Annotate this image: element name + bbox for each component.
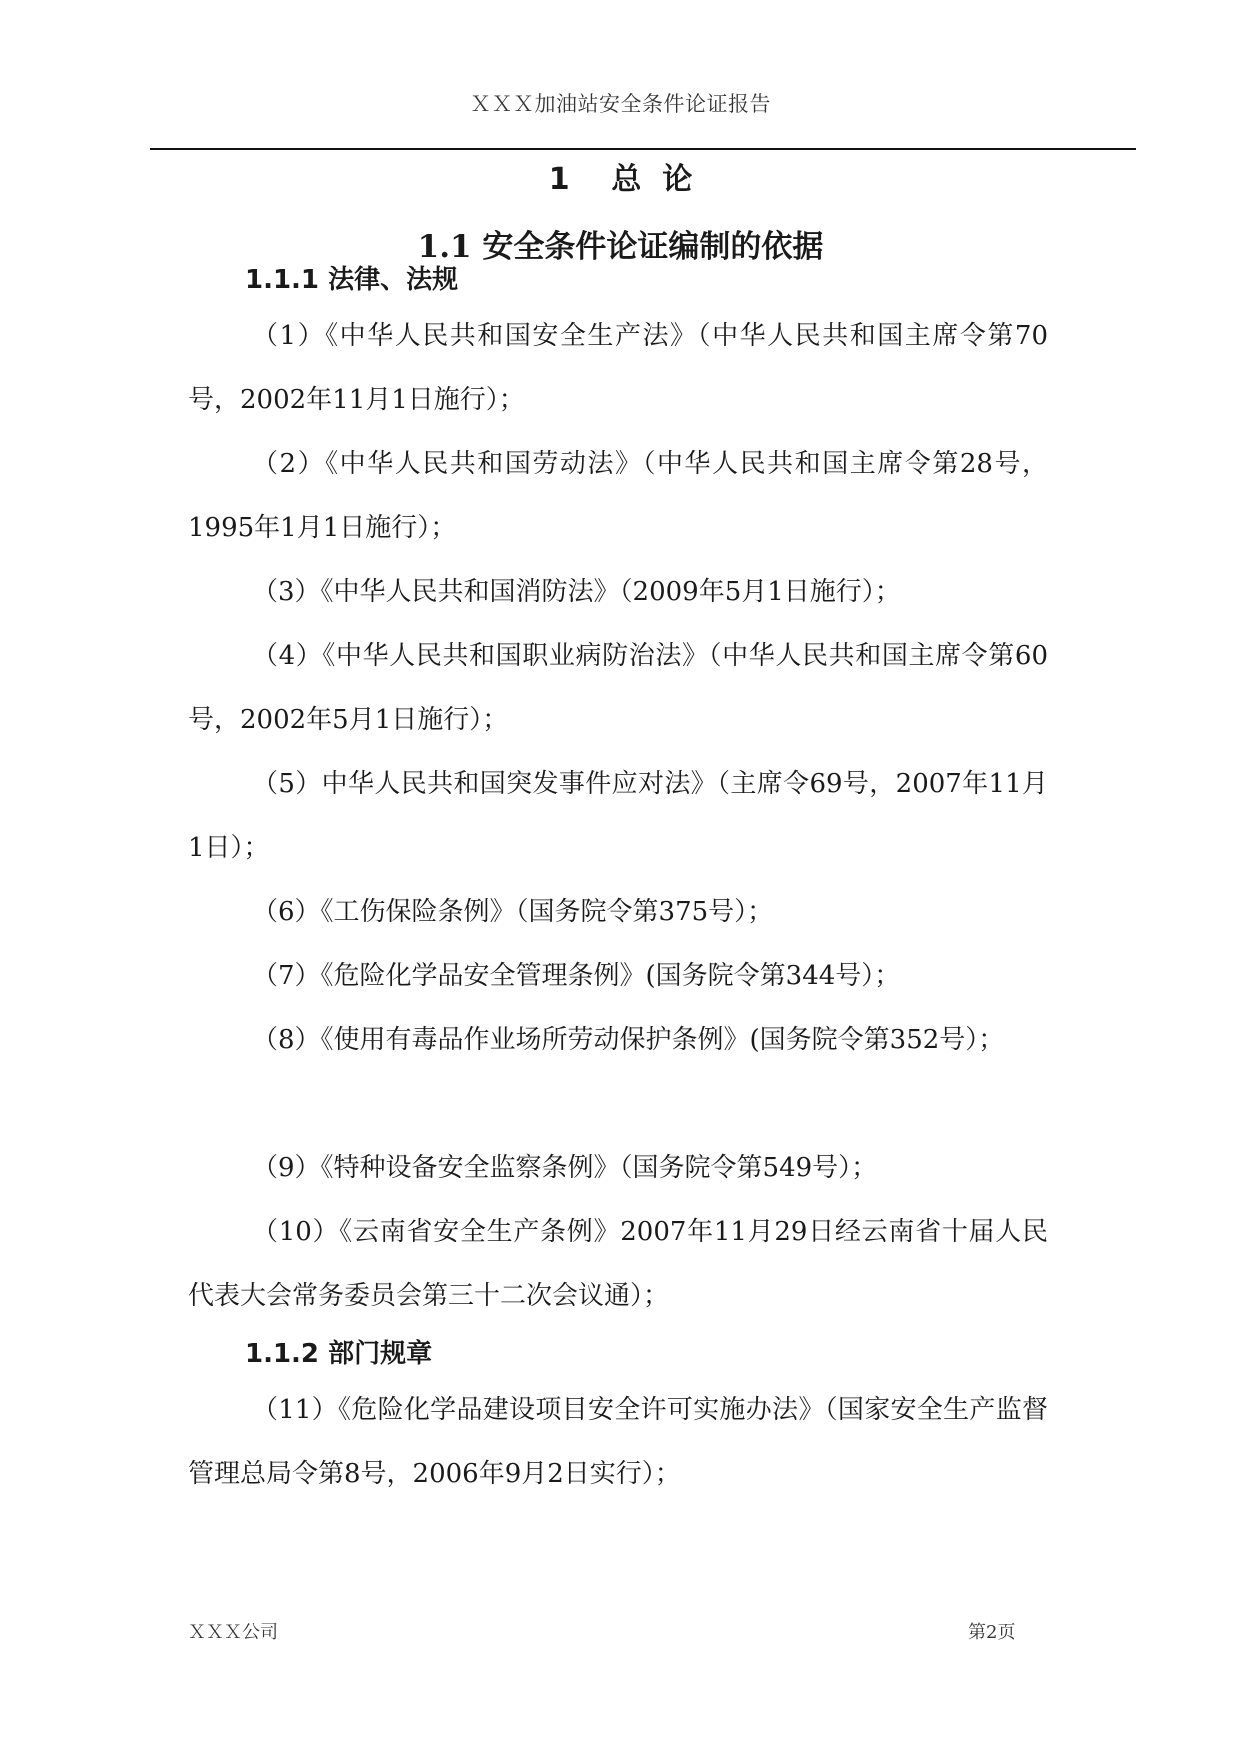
- list-item: （9）《特种设备安全监察条例》（国务院令第549号）；: [252, 1153, 878, 1183]
- list-item: （5）中华人民共和国突发事件应对法》（主席令69号，2007年11月1日）；: [188, 769, 1048, 863]
- subsection-heading-laws: 1.1.1 法律、法规: [245, 265, 459, 295]
- page-header: ＸＸＸ加油站安全条件论证报告: [470, 92, 771, 116]
- header-divider: [150, 148, 1136, 150]
- list-item: （7）《危险化学品安全管理条例》(国务院令第344号）；: [252, 961, 901, 991]
- list-item: （3）《中华人民共和国消防法》（2009年5月1日施行）；: [252, 577, 901, 607]
- list-item: （4）《中华人民共和国职业病防治法》（中华人民共和国主席令第60号，2002年5月1日施行）；: [188, 641, 1048, 735]
- section-heading: 1.1 安全条件论证编制的依据: [417, 229, 824, 265]
- subsection-heading-regulations: 1.1.2 部门规章: [245, 1339, 433, 1369]
- footer-page-number: 第2页: [968, 1622, 1016, 1643]
- list-item: （8）《使用有毒品作业场所劳动保护条例》(国务院令第352号）；: [252, 1025, 1005, 1055]
- list-item: （1）《中华人民共和国安全生产法》（中华人民共和国主席令第70号，2002年11月1日施行）；: [188, 321, 1048, 415]
- list-item: （11）《危险化学品建设项目安全许可实施办法》（国家安全生产监督管理总局令第8号，2006年9月2日实行）；: [188, 1395, 1048, 1489]
- chapter-heading: 1 总 论: [548, 162, 693, 197]
- list-item: （10）《云南省安全生产条例》2007年11月29日经云南省十届人民代表大会常务委员会第三十二次会议通）；: [188, 1217, 1048, 1311]
- footer-company: ＸＸＸ公司: [188, 1622, 278, 1643]
- list-item: （6）《工伤保险条例》（国务院令第375号）；: [252, 897, 774, 927]
- list-item: （2）《中华人民共和国劳动法》（中华人民共和国主席令第28号，1995年1月1日施行）；: [188, 449, 1048, 543]
